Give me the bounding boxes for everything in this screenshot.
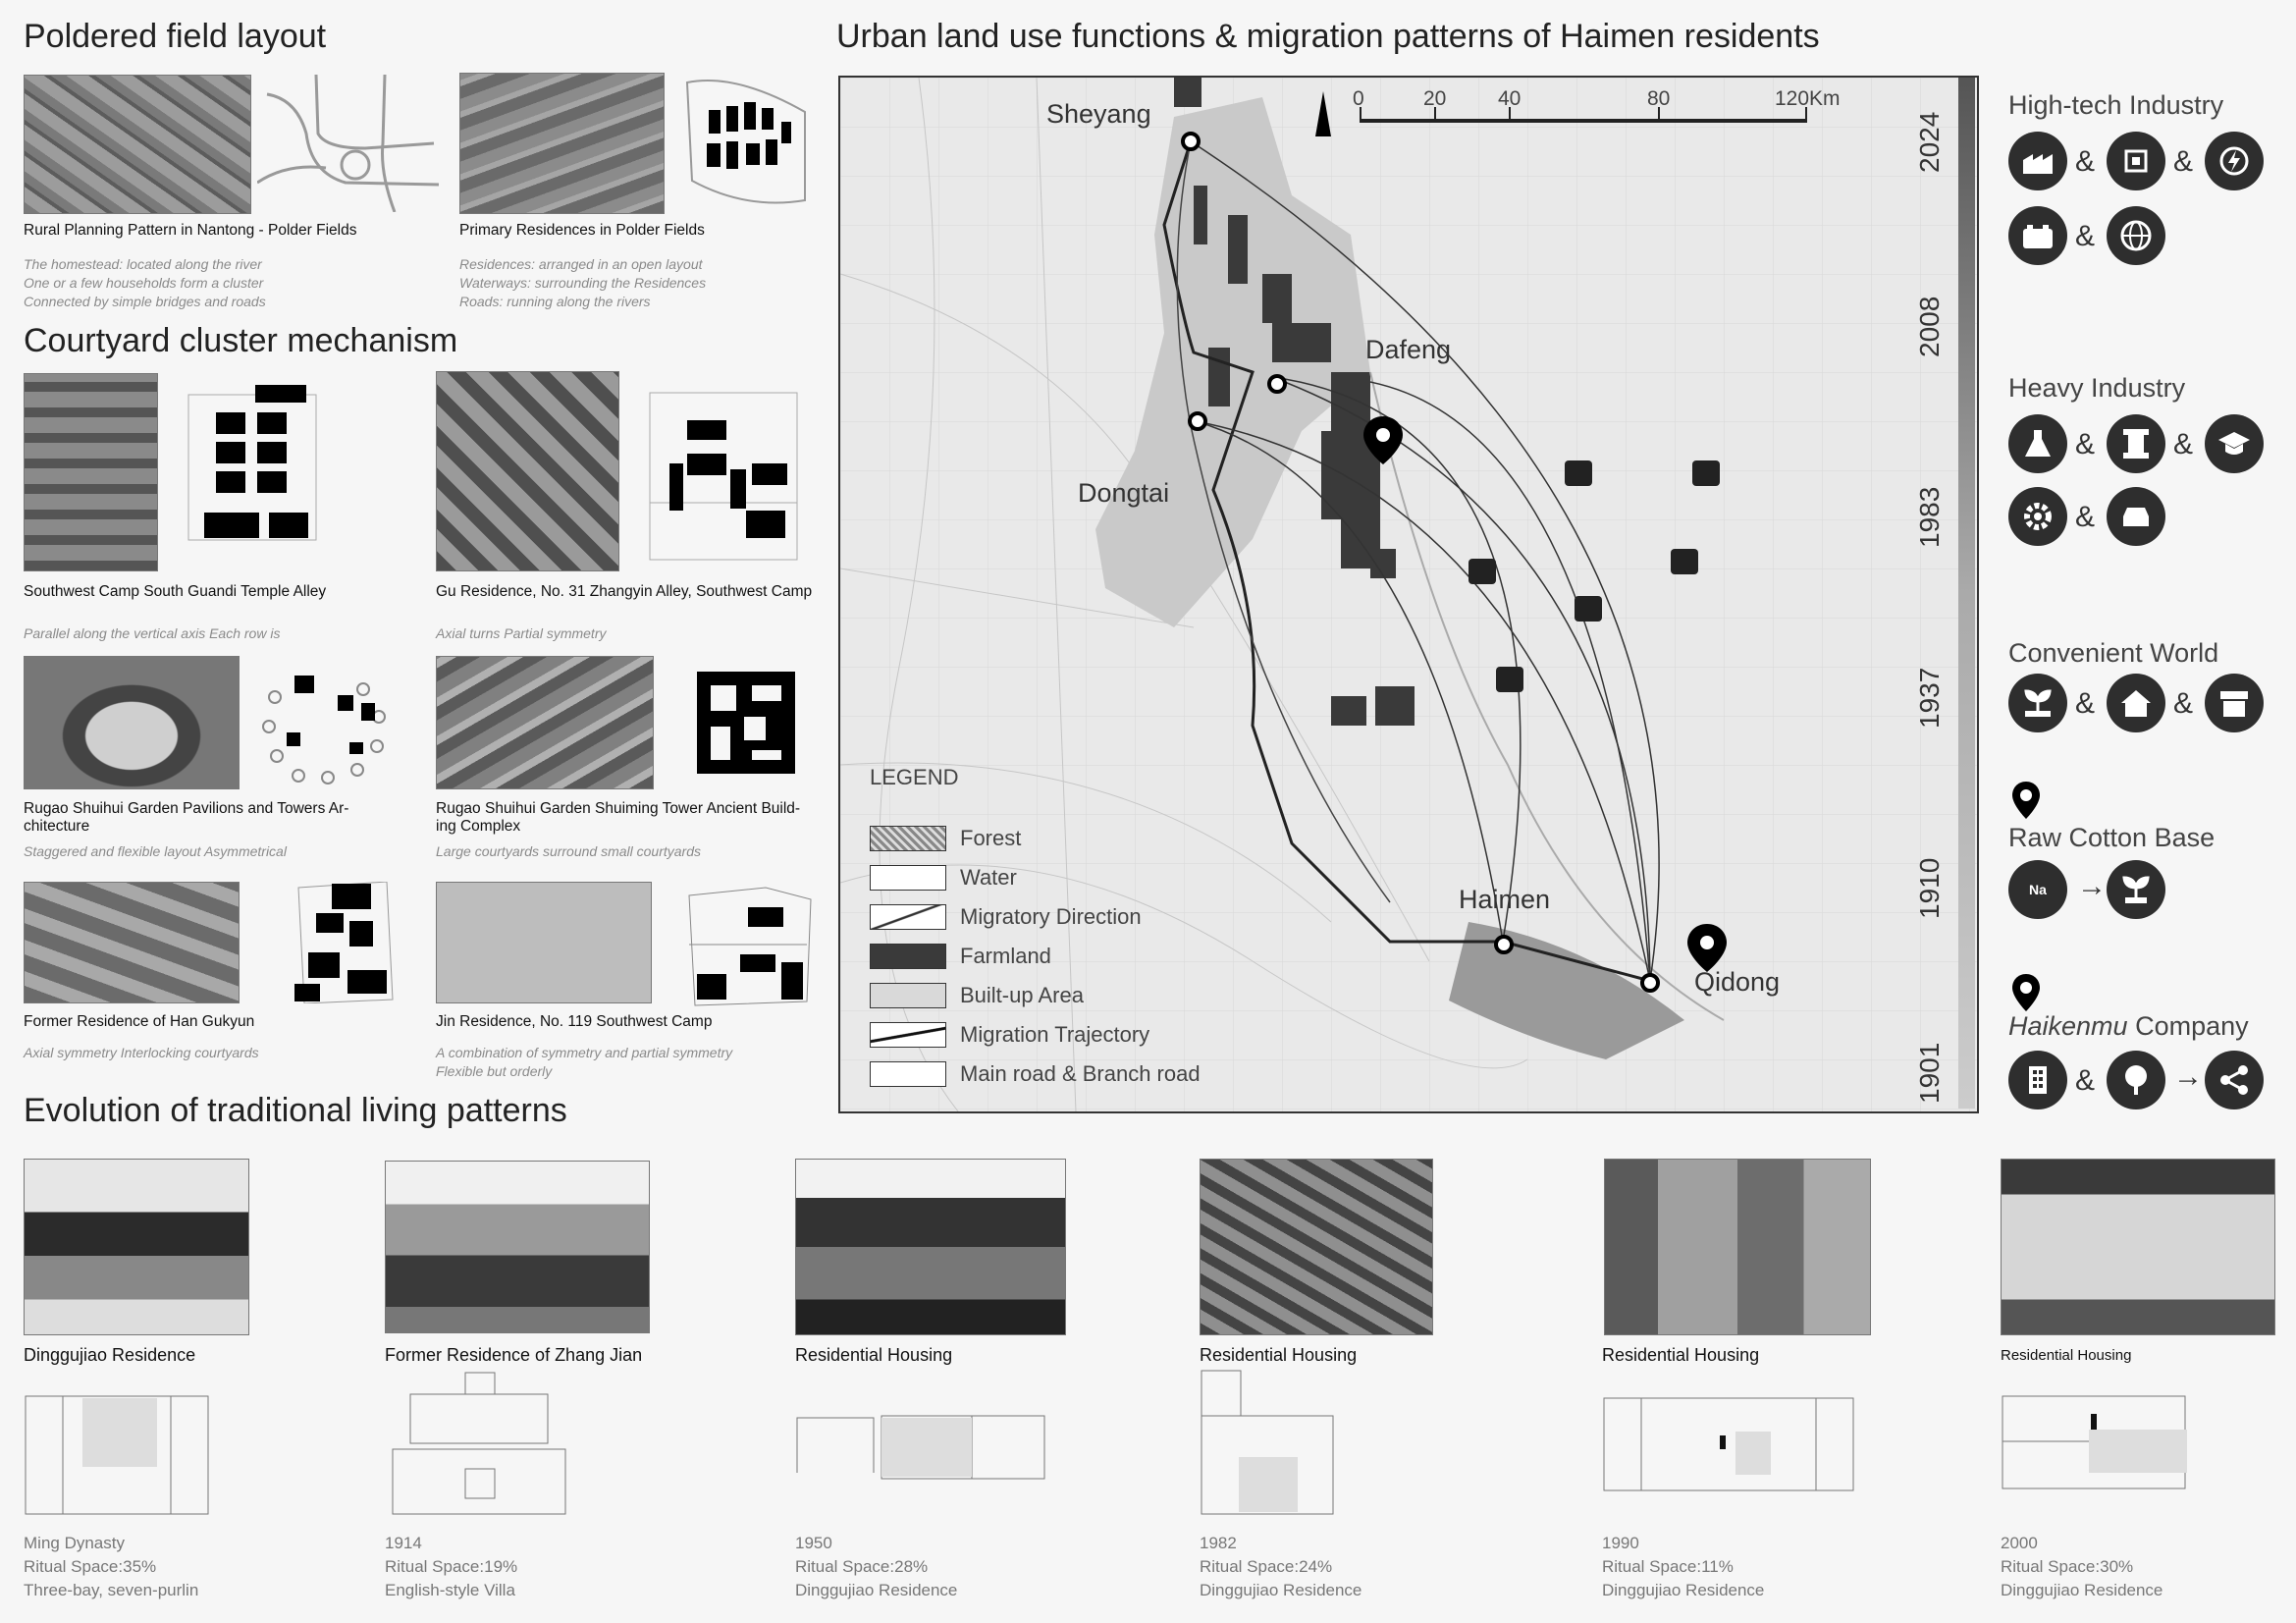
polder-aerial-photo-2 [459, 73, 665, 214]
car-icon [2107, 487, 2165, 546]
place-label-qidong: Qidong [1694, 967, 1781, 997]
sprout-icon [2008, 674, 2067, 732]
location-pin-icon [2012, 974, 2040, 1011]
courtyard-photo-2 [436, 371, 619, 571]
polder-aerial-photo-1 [24, 75, 251, 214]
legend-built-up-area: Built-up Area [870, 983, 1084, 1008]
courtyard-photo-5 [24, 882, 240, 1003]
polder-plan-2 [677, 73, 815, 212]
evolution-meta-1: Ming Dynasty Ritual Space:35% Three-bay, seven-purlin [24, 1534, 199, 1599]
evolution-meta-5: 1990 Ritual Space:11% Dinggujiao Residence [1602, 1534, 1765, 1599]
legend-farmland: Farmland [870, 944, 1051, 969]
evolution-plan-2 [391, 1371, 567, 1520]
evolution-name-2: Former Residence of Zhang Jian [385, 1345, 643, 1365]
timeline-bar [1958, 78, 1975, 1109]
courtyard-photo-4 [436, 656, 654, 789]
and-sign: & [2075, 687, 2096, 720]
evolution-heading: Evolution of traditional living patterns [24, 1092, 567, 1129]
courtyard-caption-2: Gu Residence, No. 31 Zhangyin Alley, Southwest Camp [436, 583, 813, 600]
shop-icon [2205, 674, 2264, 732]
legend-migratory-direction: Migratory Direction [870, 904, 1142, 930]
courtyard-caption-4: Rugao Shuihui Garden Shuiming Tower Ancient Build-ing Complex [436, 800, 801, 835]
globe-icon [2107, 206, 2165, 265]
house-icon [2107, 674, 2165, 732]
courtyard-plan-1 [187, 385, 324, 542]
scale-label: 80 [1647, 87, 1671, 110]
year-label: 1937 [1914, 667, 1945, 729]
evolution-meta-3: 1950 Ritual Space:28% Dinggujiao Residence [795, 1534, 958, 1599]
evolution-photo-2 [385, 1161, 650, 1333]
polder-caption-1: Rural Planning Pattern in Nantong - Polder Fields [24, 222, 357, 239]
courtyard-plan-6 [687, 886, 815, 1007]
evolution-meta-2: 1914 Ritual Space:19% English-style Villa [385, 1534, 518, 1599]
evolution-photo-3 [795, 1159, 1066, 1335]
sodium-icon: Na [2008, 860, 2067, 919]
year-label: 2008 [1914, 296, 1945, 357]
evolution-meta-6: 2000 Ritual Space:30% Dinggujiao Residence [2001, 1534, 2163, 1599]
and-sign: & [2173, 428, 2194, 460]
industry-title-convenient: Convenient World [2008, 638, 2219, 668]
courtyard-caption-6: Jin Residence, No. 119 Southwest Camp [436, 1013, 713, 1030]
evolution-meta-4: 1982 Ritual Space:24% Dinggujiao Residence [1200, 1534, 1362, 1599]
courtyard-plan-4 [697, 672, 795, 774]
and-sign: & [2075, 501, 2096, 533]
spool-icon [2107, 414, 2165, 473]
year-label: 1910 [1914, 857, 1945, 919]
evolution-name-3: Residential Housing [795, 1345, 953, 1365]
courtyard-desc-6: A combination of symmetry and partial symmetry Flexible but orderly [436, 1045, 733, 1079]
migration-map [838, 76, 1979, 1113]
evolution-name-1: Dinggujiao Residence [24, 1345, 196, 1365]
flask-icon [2008, 414, 2067, 473]
legend-migration-trajectory: Migration Trajectory [870, 1022, 1149, 1048]
year-label: 2024 [1914, 111, 1945, 173]
industry-title-hightech: High-tech Industry [2008, 90, 2224, 120]
legend-roads: Main road & Branch road [870, 1061, 1201, 1087]
place-label-dongtai: Dongtai [1078, 478, 1170, 508]
courtyard-caption-3: Rugao Shuihui Garden Pavilions and Towers Ar-chitecture [24, 800, 349, 835]
legend-title: LEGEND [870, 765, 959, 789]
tree-icon [2107, 1051, 2165, 1109]
scale-label: 20 [1423, 87, 1447, 110]
and-sign: & [2075, 145, 2096, 178]
and-sign: & [2075, 220, 2096, 252]
chip-icon [2107, 132, 2165, 190]
legend-forest: Forest [870, 826, 1021, 851]
courtyard-caption-5: Former Residence of Han Gukyun [24, 1013, 255, 1030]
courtyard-desc-2: Axial turns Partial symmetry [436, 625, 607, 641]
gear-icon [2008, 487, 2067, 546]
evolution-plan-4 [1200, 1369, 1337, 1522]
polder-desc-1: The homestead: located along the river One or a few households form a cluster Connected by simple bridges and roads [24, 256, 266, 309]
courtyard-desc-1: Parallel along the vertical axis Each row is [24, 625, 281, 641]
scale-label: 0 [1353, 87, 1364, 110]
industry-title-cotton: Raw Cotton Base [2008, 823, 2216, 852]
battery-icon [2008, 206, 2067, 265]
courtyard-desc-3: Staggered and flexible layout Asymmetrical [24, 843, 287, 859]
graduation-cap-icon [2205, 414, 2264, 473]
and-sign: & [2173, 687, 2194, 720]
scale-label: 120Km [1775, 87, 1841, 110]
evolution-plan-6 [2001, 1394, 2187, 1492]
industry-title-heavy: Heavy Industry [2008, 373, 2186, 403]
building-icon [2008, 1051, 2067, 1109]
evolution-name-5: Residential Housing [1602, 1345, 1760, 1365]
courtyard-plan-photo-6 [436, 882, 652, 1003]
courtyard-caption-1: Southwest Camp South Guandi Temple Alley [24, 583, 327, 600]
arrow-sign: → [2077, 870, 2107, 902]
and-sign: & [2075, 1064, 2096, 1097]
and-sign: & [2075, 428, 2096, 460]
year-label: 1901 [1914, 1042, 1945, 1104]
evolution-plan-5 [1602, 1396, 1857, 1494]
courtyard-desc-5: Axial symmetry Interlocking courtyards [24, 1045, 259, 1060]
poldered-heading: Poldered field layout [24, 18, 327, 55]
evolution-photo-4 [1200, 1159, 1433, 1335]
place-label-dafeng: Dafeng [1365, 335, 1452, 364]
place-label-haimen: Haimen [1459, 885, 1551, 914]
energy-icon [2205, 132, 2264, 190]
factory-icon [2008, 132, 2067, 190]
arrow-sign: → [2173, 1060, 2203, 1093]
polder-plan-1 [257, 75, 444, 212]
plant-icon [2107, 860, 2165, 919]
share-icon [2205, 1051, 2264, 1109]
courtyard-plan-3 [255, 668, 393, 785]
and-sign: & [2173, 145, 2194, 178]
map-heading: Urban land use functions & migration patterns of Haimen residents [836, 18, 1820, 55]
year-label: 1983 [1914, 486, 1945, 548]
place-label-sheyang: Sheyang [1046, 99, 1151, 129]
evolution-photo-5 [1604, 1159, 1871, 1335]
evolution-plan-3 [795, 1414, 1050, 1483]
courtyard-desc-4: Large courtyards surround small courtyards [436, 843, 702, 859]
location-pin-icon [2012, 782, 2040, 819]
scale-label: 40 [1498, 87, 1522, 110]
courtyard-heading: Courtyard cluster mechanism [24, 322, 458, 359]
industry-title-company: Haikenmu Company [2008, 1011, 2249, 1041]
evolution-name-6: Residential Housing [2001, 1347, 2132, 1364]
courtyard-photo-3 [24, 656, 240, 789]
evolution-name-4: Residential Housing [1200, 1345, 1358, 1365]
evolution-photo-6 [2001, 1159, 2275, 1335]
polder-caption-2: Primary Residences in Polder Fields [459, 222, 705, 239]
courtyard-photo-1 [24, 373, 158, 571]
courtyard-plan-5 [279, 882, 397, 1003]
evolution-plan-1 [24, 1394, 210, 1516]
evolution-photo-1 [24, 1159, 249, 1335]
legend-water: Water [870, 865, 1017, 891]
courtyard-plan-2 [648, 385, 805, 562]
polder-desc-2: Residences: arranged in an open layout Waterways: surrounding the Residences Roads: running along the rivers [459, 256, 707, 309]
